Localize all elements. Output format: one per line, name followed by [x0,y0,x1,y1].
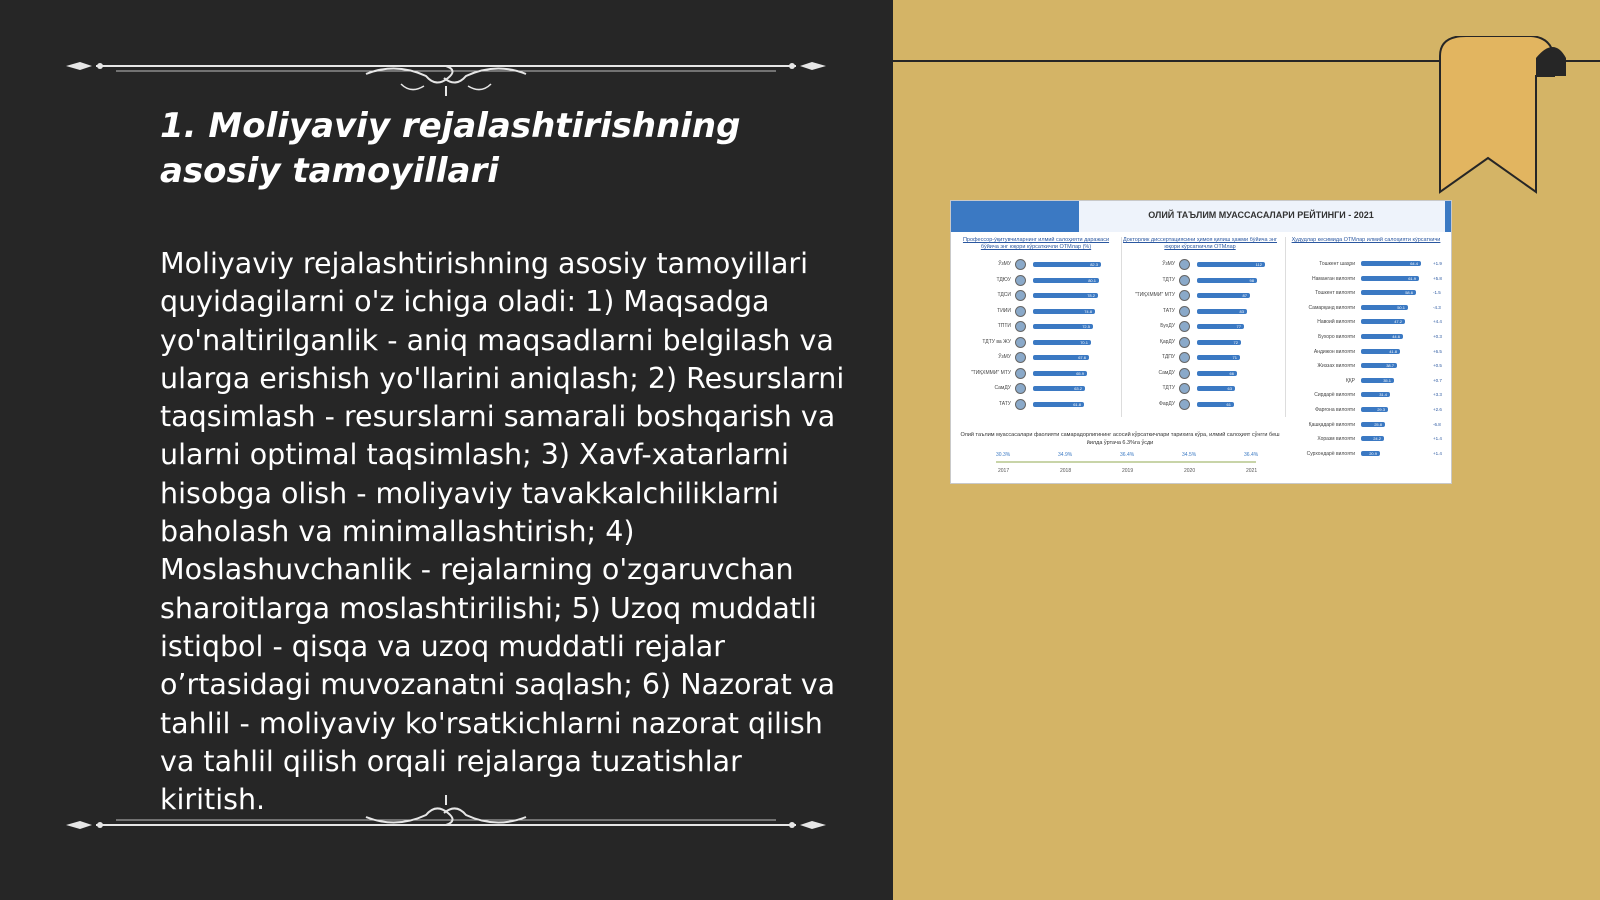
value-bar [1361,290,1416,295]
infographic-column-3 [1285,237,1447,457]
row-label: Бухоро вилояти [1318,333,1355,340]
bar-value: 29.3 [1377,406,1385,412]
value-bar [1197,309,1247,314]
value-bar [1197,278,1257,283]
infographic-row [955,273,1117,289]
column-heading: Профессор-ўқитувчиларнинг илмий салоҳияти даражаси бўйича энг юқори кўрсаткичли ОТМлар (%) [962,237,1110,250]
value-bar [1361,305,1408,310]
infographic-row [1285,432,1447,447]
bar-value: 71 [1232,355,1237,360]
bar-value: 65.9 [1076,370,1084,376]
row-label: Сирдарё вилояти [1314,392,1355,399]
row-label: Фарғона вилояти [1315,406,1355,413]
infographic-header [951,201,1451,232]
value-bar [1361,334,1403,339]
row-label: Тошкент шаҳри [1319,261,1355,267]
university-emblem-icon [1015,352,1026,363]
infographic-row [1119,319,1281,335]
bar-value: 25.8 [1374,421,1382,427]
change-value: +6.5 [1433,348,1442,354]
row-label: ТАТУ [998,400,1011,407]
university-emblem-icon [1015,306,1026,317]
row-label: ТПТИ [997,323,1011,329]
infographic-row [1285,257,1447,272]
university-emblem-icon [1179,399,1190,410]
university-emblem-icon [1179,352,1190,363]
university-emblem-icon [1015,368,1026,379]
header-accent [1445,201,1451,232]
infographic-row [955,335,1117,351]
row-label: СамДУ [1158,369,1175,376]
infographic-row [1119,304,1281,320]
timeline-value: 36.4% [1244,452,1259,458]
row-label: ТДТУ ва ЖУ [982,338,1011,345]
university-emblem-icon [1179,321,1190,332]
value-bar [1361,276,1419,281]
timeline-year: 2018 [1060,468,1072,474]
bar-value: 98 [1249,277,1254,283]
change-value: +4.4 [1433,319,1442,325]
bar-value: 87 [1242,293,1247,298]
value-bar [1197,371,1237,376]
value-bar [1033,278,1099,283]
infographic-row [955,381,1117,397]
university-emblem-icon [1179,368,1190,379]
value-bar [1033,402,1084,407]
infographic-row [955,304,1117,320]
timeline-year: 2019 [1122,468,1134,474]
bar-value: 63 [1227,386,1232,391]
value-bar [1197,355,1240,360]
university-emblem-icon [1179,306,1190,317]
row-label: Андижон вилояти [1313,348,1355,355]
infographic-row [1119,366,1281,382]
university-emblem-icon [1015,337,1026,348]
timeline-caption: Олий таълим муассасалари фаолияти самарадорлигининг асосий кўрсаткичлари тарихига кўра, илмий салоҳият сўнгги беш йилда ўртача 6.3%га ўсди [960,432,1280,446]
row-label: Хоразм вилояти [1317,436,1355,443]
ministry-logo [951,201,1079,232]
bar-value: 74.8 [1084,308,1092,314]
row-label: ТАТУ [1162,307,1175,314]
value-bar [1361,363,1397,368]
bar-value: 61.9 [1408,275,1416,281]
infographic-row [1285,272,1447,287]
rating-infographic-image [950,200,1452,484]
row-label: ТДПУ [1161,354,1175,360]
bar-value: 80.1 [1088,277,1096,283]
infographic-row [955,397,1117,413]
timeline-line [996,461,1256,463]
bar-value: 24.2 [1373,436,1381,442]
bar-value: 61 [1226,401,1231,407]
bar-value: 67.6 [1078,355,1086,360]
row-label: ФарДУ [1159,400,1175,407]
value-bar [1361,349,1400,354]
university-emblem-icon [1015,259,1026,270]
row-label: ТДЮУ [996,276,1011,283]
infographic-row [1119,288,1281,304]
infographic-row [955,319,1117,335]
change-value: +1.4 [1433,436,1442,442]
university-emblem-icon [1179,290,1190,301]
value-bar [1033,355,1089,360]
value-bar [1033,262,1101,267]
row-label: ТДТУ [1162,385,1175,391]
value-bar [1033,340,1091,345]
infographic-row [1285,286,1447,301]
infographic-row [955,350,1117,366]
slide-title: 1. Moliyaviy rejalashtirishning asosiy tamoyillari [160,106,741,191]
bookmark-ribbon-icon [1436,36,1566,196]
row-label: БухДУ [1160,323,1175,329]
row-label: "ТИҚХММИ" МТУ [1134,292,1175,298]
value-bar [1361,392,1390,397]
value-bar [1361,378,1394,383]
infographic-row [1285,315,1447,330]
university-emblem-icon [1015,275,1026,286]
change-value: +0.3 [1433,333,1442,339]
bar-value: 44.6 [1392,333,1400,339]
university-emblem-icon [1179,337,1190,348]
bar-value: 58.6 [1405,290,1413,296]
row-label: Самарқанд вилояти [1308,304,1355,311]
bar-value: 66 [1229,370,1234,376]
value-bar [1361,407,1388,412]
row-label: ҚҚР [1345,377,1355,384]
row-label: ТИИИ [997,307,1011,314]
bar-value: 64.4 [1410,261,1418,266]
row-label: Сурхондарё вилояти [1306,450,1355,457]
university-emblem-icon [1015,399,1026,410]
change-value: +2.6 [1433,406,1442,412]
change-value: +0.5 [1433,363,1442,369]
timeline-year: 2020 [1184,468,1196,474]
infographic-row [1285,301,1447,316]
timeline-value: 34.5% [1182,452,1197,458]
value-bar [1033,309,1095,314]
bar-value: 35.1 [1383,377,1391,383]
value-bar [1361,319,1405,324]
bar-value: 38.7 [1386,363,1394,369]
row-label: ЎзМУ [998,261,1011,267]
university-emblem-icon [1179,275,1190,286]
infographic-title: ОЛИЙ ТАЪЛИМ МУАССАСАЛАРИ РЕЙТИНГИ - 2021 [1148,210,1374,220]
row-label: ҚарДУ [1159,338,1175,345]
infographic-row [1119,381,1281,397]
bar-value: 61.8 [1073,401,1081,407]
infographic-row [1285,388,1447,403]
slide-body-text: Moliyaviy rejalashtirishning asosiy tamoyillari quyidagilarni o'z ichiga oladi: 1) Maqsadga yo'naltirilganlik - aniq maqsadlarni belgilash va ularga erishish yo'llarini aniqlash; 2) Resurslarni taqsimlash - resurslarni samarali boshqarish va ularni optimal taqsimlash; 3) Xavf-xatarlarni hisobga olish - moliyaviy tavakkalchiliklarni baholash va minimallashtirish; 4) Moslashuvchanlik - rejalarning o'zgaruvchan sharoitlarga moslashtirilishi; 5) Uzoq muddatli istiqbol - qisqa va uzoq muddatli rejalar o’rtasidagi muvozanatni saqlash; 6) Nazorat va tahlil - moliyaviy ko'rsatkichlarni nazorat qilish va tahlil qilish orqali rejalarga tuzatishlar kiritish. [160,247,845,817]
infographic-row [955,257,1117,273]
timeline-value: 34.9% [1058,452,1073,458]
row-label: Наманган вилояти [1311,275,1355,282]
bar-value: 70.1 [1080,339,1088,345]
bar-value: 31.4 [1379,392,1387,398]
row-label: ТДСИ [997,292,1011,298]
value-bar [1197,293,1250,298]
infographic-row [1285,447,1447,462]
infographic-row [955,288,1117,304]
change-value: -1.5 [1433,290,1441,296]
row-label: Қашқадарё вилояти [1308,421,1355,428]
bar-value: 72.5 [1082,324,1090,329]
university-emblem-icon [1015,290,1026,301]
bar-value: 77 [1236,324,1241,329]
bar-value: 47.2 [1394,319,1402,325]
infographic-column-1 [955,237,1117,421]
bar-value: 83 [1239,308,1244,314]
bottom-ornament-divider [66,795,826,855]
row-label: Навоий вилояти [1317,319,1355,326]
infographic-row [1119,397,1281,413]
bar-value: 63.2 [1074,386,1082,391]
value-bar [1361,261,1421,266]
infographic-row [1285,359,1447,374]
column-heading: Ҳудудлар кесимида ОТМлар илмий салоҳияти кўрсаткичи [1291,237,1441,243]
timeline-year: 2021 [1246,468,1258,474]
bar-value: 72 [1233,339,1238,345]
change-value: +3.3 [1433,392,1442,398]
infographic-row [1119,257,1281,273]
infographic-row [1285,345,1447,360]
value-bar [1197,262,1265,267]
value-bar [1197,340,1241,345]
bar-value: 112 [1255,262,1262,267]
row-label: ЎзМУ [1162,261,1175,267]
change-value: +1.9 [1433,261,1442,266]
row-label: "ТИҚХММИ" МТУ [970,369,1011,376]
infographic-row [1285,330,1447,345]
row-label: Жиззах вилояти [1317,363,1355,370]
infographic-row [1119,273,1281,289]
infographic-row [1119,335,1281,351]
value-bar [1033,386,1085,391]
bar-value: 41.8 [1389,348,1397,354]
bar-value: 78.2 [1087,293,1095,298]
value-bar [1197,402,1234,407]
row-label: ЎзМУ [998,354,1011,360]
bar-value: 82.3 [1090,262,1098,267]
column-heading: Докторлик диссертациясини ҳимоя қилиш ҳажми бўйича энг юқори кўрсаткичли ОТМлар [1123,237,1277,250]
value-bar [1361,451,1380,456]
value-bar [1033,293,1098,298]
infographic-row [1285,418,1447,433]
timeline-year: 2017 [998,468,1010,474]
value-bar [1197,324,1244,329]
bar-value: 50.1 [1397,304,1405,310]
timeline-value: 30.3% [996,452,1011,458]
change-value: +0.7 [1433,377,1442,383]
bar-value: 20.9 [1369,450,1377,456]
university-emblem-icon [1179,383,1190,394]
value-bar [1197,386,1235,391]
university-emblem-icon [1015,321,1026,332]
change-value: -4.3 [1433,304,1441,310]
infographic-row [955,366,1117,382]
value-bar [1033,324,1093,329]
change-value: +1.4 [1433,450,1442,456]
row-label: Тошкент вилояти [1315,290,1355,297]
value-bar [1361,436,1384,441]
top-ornament-divider [66,36,826,96]
infographic-row [1285,403,1447,418]
infographic-column-2 [1119,237,1281,421]
change-value: +5.8 [1433,275,1442,281]
infographic-row [1119,350,1281,366]
value-bar [1033,371,1087,376]
row-label: ТДТУ [1162,276,1175,283]
row-label: СамДУ [994,385,1011,391]
university-emblem-icon [1179,259,1190,270]
infographic-row [1285,374,1447,389]
value-bar [1361,422,1385,427]
timeline-value: 36.4% [1120,452,1135,458]
university-emblem-icon [1015,383,1026,394]
change-value: -6.8 [1433,421,1441,427]
